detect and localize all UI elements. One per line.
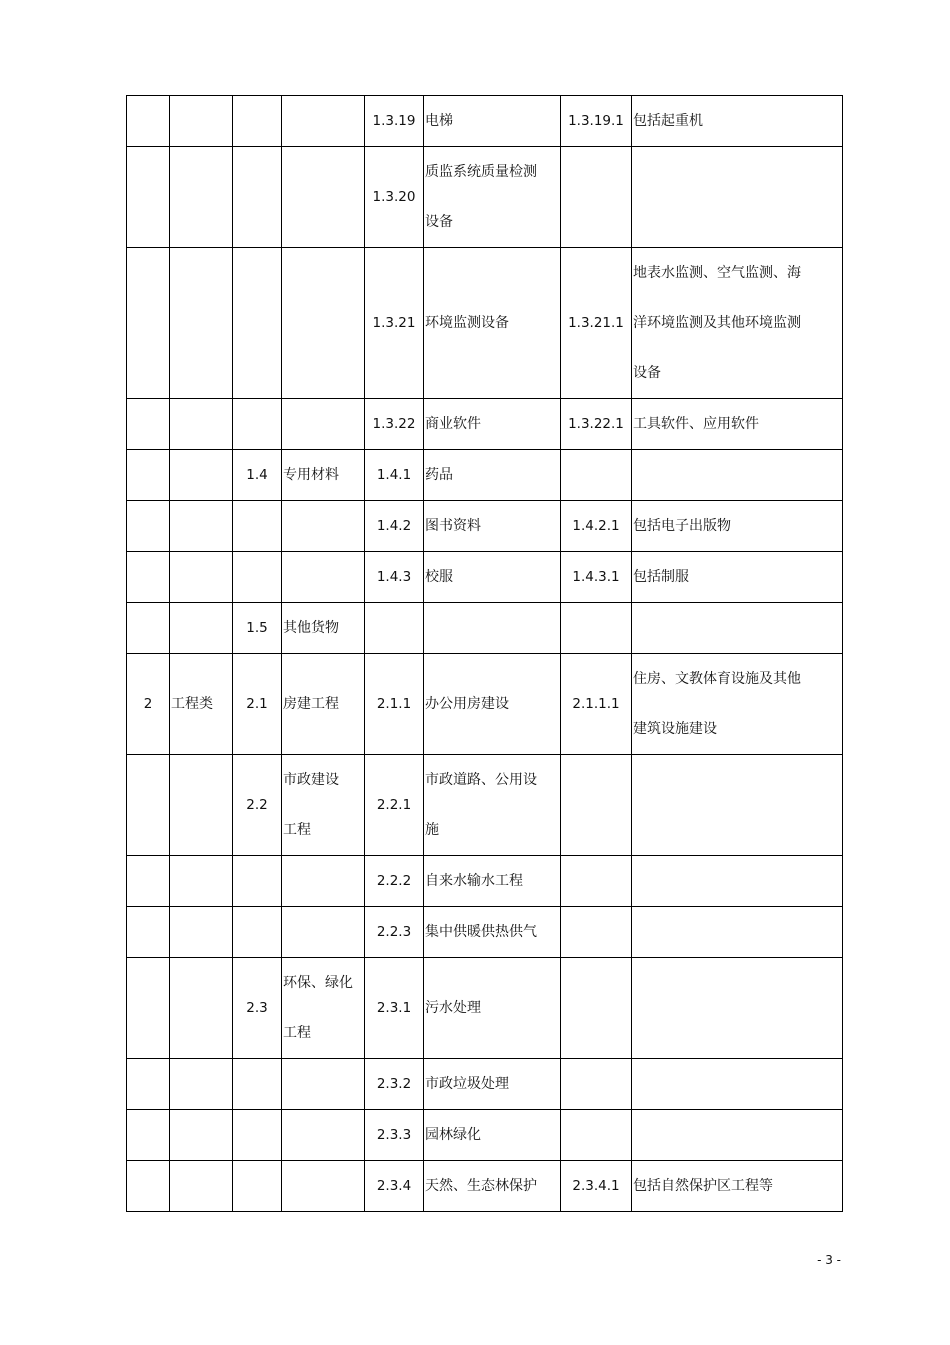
table-row <box>127 603 843 654</box>
cell-item-name: 污水处理 <box>424 958 561 1059</box>
cell-category-name <box>170 958 233 1059</box>
cell-group-name <box>282 1110 365 1161</box>
table-row <box>127 958 843 1059</box>
cell-subitem-desc <box>632 603 843 654</box>
cell-group-no <box>233 399 282 450</box>
cell-item-no <box>365 603 424 654</box>
cell-subitem-no <box>561 907 632 958</box>
cell-item-no: 2.3.2 <box>365 1059 424 1110</box>
cell-subitem-no <box>561 958 632 1059</box>
cell-item-no: 2.3.4 <box>365 1161 424 1212</box>
cell-item-name: 办公用房建设 <box>424 654 561 755</box>
cell-item-name: 电梯 <box>424 96 561 147</box>
cell-category-no <box>127 603 170 654</box>
cell-subitem-no: 2.3.4.1 <box>561 1161 632 1212</box>
cell-item-no: 1.3.22 <box>365 399 424 450</box>
cell-category-no <box>127 501 170 552</box>
cell-category-name <box>170 1059 233 1110</box>
cell-category-no <box>127 248 170 399</box>
cell-group-name <box>282 907 365 958</box>
cell-category-name <box>170 603 233 654</box>
cell-subitem-no <box>561 147 632 248</box>
cell-group-name: 环保、绿化 工程 <box>282 958 365 1059</box>
table-row <box>127 96 843 147</box>
cell-subitem-desc: 包括电子出版物 <box>632 501 843 552</box>
cell-group-name <box>282 856 365 907</box>
cell-category-name <box>170 96 233 147</box>
cell-subitem-desc <box>632 450 843 501</box>
cell-group-no: 2.3 <box>233 958 282 1059</box>
cell-subitem-no <box>561 1110 632 1161</box>
cell-category-no: 2 <box>127 654 170 755</box>
cell-category-no <box>127 450 170 501</box>
table-row <box>127 450 843 501</box>
table-row <box>127 907 843 958</box>
cell-item-name: 校服 <box>424 552 561 603</box>
cell-subitem-no: 1.4.3.1 <box>561 552 632 603</box>
cell-group-name <box>282 501 365 552</box>
cell-group-no: 2.1 <box>233 654 282 755</box>
cell-category-no <box>127 1110 170 1161</box>
cell-group-no <box>233 147 282 248</box>
cell-category-no <box>127 1161 170 1212</box>
cell-group-name <box>282 96 365 147</box>
table-row <box>127 147 843 248</box>
cell-subitem-desc: 住房、文教体育设施及其他 建筑设施建设 <box>632 654 843 755</box>
cell-category-name <box>170 147 233 248</box>
cell-item-no: 1.3.20 <box>365 147 424 248</box>
table-row <box>127 399 843 450</box>
cell-item-name: 商业软件 <box>424 399 561 450</box>
page-number: - 3 - <box>817 1253 841 1267</box>
cell-category-name <box>170 248 233 399</box>
cell-item-no: 2.3.1 <box>365 958 424 1059</box>
table-row <box>127 1110 843 1161</box>
cell-subitem-no <box>561 450 632 501</box>
cell-group-no <box>233 248 282 399</box>
cell-subitem-no: 1.4.2.1 <box>561 501 632 552</box>
cell-group-no: 1.5 <box>233 603 282 654</box>
cell-item-name: 市政道路、公用设 施 <box>424 755 561 856</box>
cell-item-name: 园林绿化 <box>424 1110 561 1161</box>
catalog-table <box>126 95 843 1212</box>
cell-group-name <box>282 552 365 603</box>
cell-item-no: 2.3.3 <box>365 1110 424 1161</box>
cell-item-name: 药品 <box>424 450 561 501</box>
cell-category-name <box>170 1110 233 1161</box>
cell-group-name: 专用材料 <box>282 450 365 501</box>
cell-subitem-desc <box>632 856 843 907</box>
cell-subitem-no <box>561 603 632 654</box>
cell-category-no <box>127 958 170 1059</box>
cell-category-no <box>127 399 170 450</box>
cell-item-no: 1.3.21 <box>365 248 424 399</box>
cell-category-name <box>170 1161 233 1212</box>
cell-category-name <box>170 450 233 501</box>
cell-group-no: 1.4 <box>233 450 282 501</box>
cell-category-name <box>170 501 233 552</box>
cell-group-no <box>233 1110 282 1161</box>
cell-category-no <box>127 552 170 603</box>
cell-item-name <box>424 603 561 654</box>
cell-group-no <box>233 96 282 147</box>
cell-category-name <box>170 755 233 856</box>
cell-group-name <box>282 248 365 399</box>
cell-subitem-desc <box>632 147 843 248</box>
cell-item-name: 自来水输水工程 <box>424 856 561 907</box>
cell-item-name: 天然、生态林保护 <box>424 1161 561 1212</box>
cell-item-no: 1.3.19 <box>365 96 424 147</box>
table-row <box>127 1059 843 1110</box>
cell-subitem-desc: 包括自然保护区工程等 <box>632 1161 843 1212</box>
cell-group-no <box>233 856 282 907</box>
cell-group-name <box>282 399 365 450</box>
table-row <box>127 1161 843 1212</box>
cell-category-name <box>170 399 233 450</box>
table-row <box>127 755 843 856</box>
cell-subitem-no: 2.1.1.1 <box>561 654 632 755</box>
cell-group-name: 其他货物 <box>282 603 365 654</box>
cell-item-no: 1.4.2 <box>365 501 424 552</box>
cell-group-no <box>233 552 282 603</box>
cell-item-name: 质监系统质量检测 设备 <box>424 147 561 248</box>
cell-subitem-desc <box>632 958 843 1059</box>
cell-category-no <box>127 755 170 856</box>
cell-category-no <box>127 856 170 907</box>
cell-subitem-desc: 地表水监测、空气监测、海 洋环境监测及其他环境监测 设备 <box>632 248 843 399</box>
cell-item-no: 2.2.3 <box>365 907 424 958</box>
cell-group-no: 2.2 <box>233 755 282 856</box>
cell-subitem-no <box>561 856 632 907</box>
table-row <box>127 248 843 399</box>
cell-group-name <box>282 1161 365 1212</box>
cell-subitem-desc <box>632 1059 843 1110</box>
cell-category-no <box>127 1059 170 1110</box>
cell-subitem-no: 1.3.22.1 <box>561 399 632 450</box>
cell-subitem-desc: 工具软件、应用软件 <box>632 399 843 450</box>
cell-category-no <box>127 907 170 958</box>
cell-category-name <box>170 552 233 603</box>
cell-subitem-no: 1.3.21.1 <box>561 248 632 399</box>
cell-subitem-desc <box>632 1110 843 1161</box>
cell-subitem-desc: 包括起重机 <box>632 96 843 147</box>
cell-subitem-desc: 包括制服 <box>632 552 843 603</box>
cell-subitem-no: 1.3.19.1 <box>561 96 632 147</box>
cell-item-no: 2.2.2 <box>365 856 424 907</box>
table-row <box>127 501 843 552</box>
cell-item-name: 环境监测设备 <box>424 248 561 399</box>
cell-group-name <box>282 147 365 248</box>
cell-group-no <box>233 1161 282 1212</box>
cell-group-no <box>233 1059 282 1110</box>
cell-category-no <box>127 96 170 147</box>
cell-item-no: 1.4.3 <box>365 552 424 603</box>
cell-item-no: 2.1.1 <box>365 654 424 755</box>
cell-group-no <box>233 907 282 958</box>
cell-category-name <box>170 856 233 907</box>
cell-subitem-desc <box>632 907 843 958</box>
table-row <box>127 552 843 603</box>
cell-subitem-no <box>561 1059 632 1110</box>
cell-category-name <box>170 907 233 958</box>
cell-item-name: 市政垃圾处理 <box>424 1059 561 1110</box>
cell-item-name: 图书资料 <box>424 501 561 552</box>
cell-group-name: 市政建设 工程 <box>282 755 365 856</box>
cell-group-no <box>233 501 282 552</box>
cell-group-name: 房建工程 <box>282 654 365 755</box>
cell-subitem-no <box>561 755 632 856</box>
cell-category-no <box>127 147 170 248</box>
cell-group-name <box>282 1059 365 1110</box>
cell-category-name: 工程类 <box>170 654 233 755</box>
table-row <box>127 856 843 907</box>
cell-subitem-desc <box>632 755 843 856</box>
cell-item-no: 2.2.1 <box>365 755 424 856</box>
cell-item-no: 1.4.1 <box>365 450 424 501</box>
cell-item-name: 集中供暖供热供气 <box>424 907 561 958</box>
table-row <box>127 654 843 755</box>
